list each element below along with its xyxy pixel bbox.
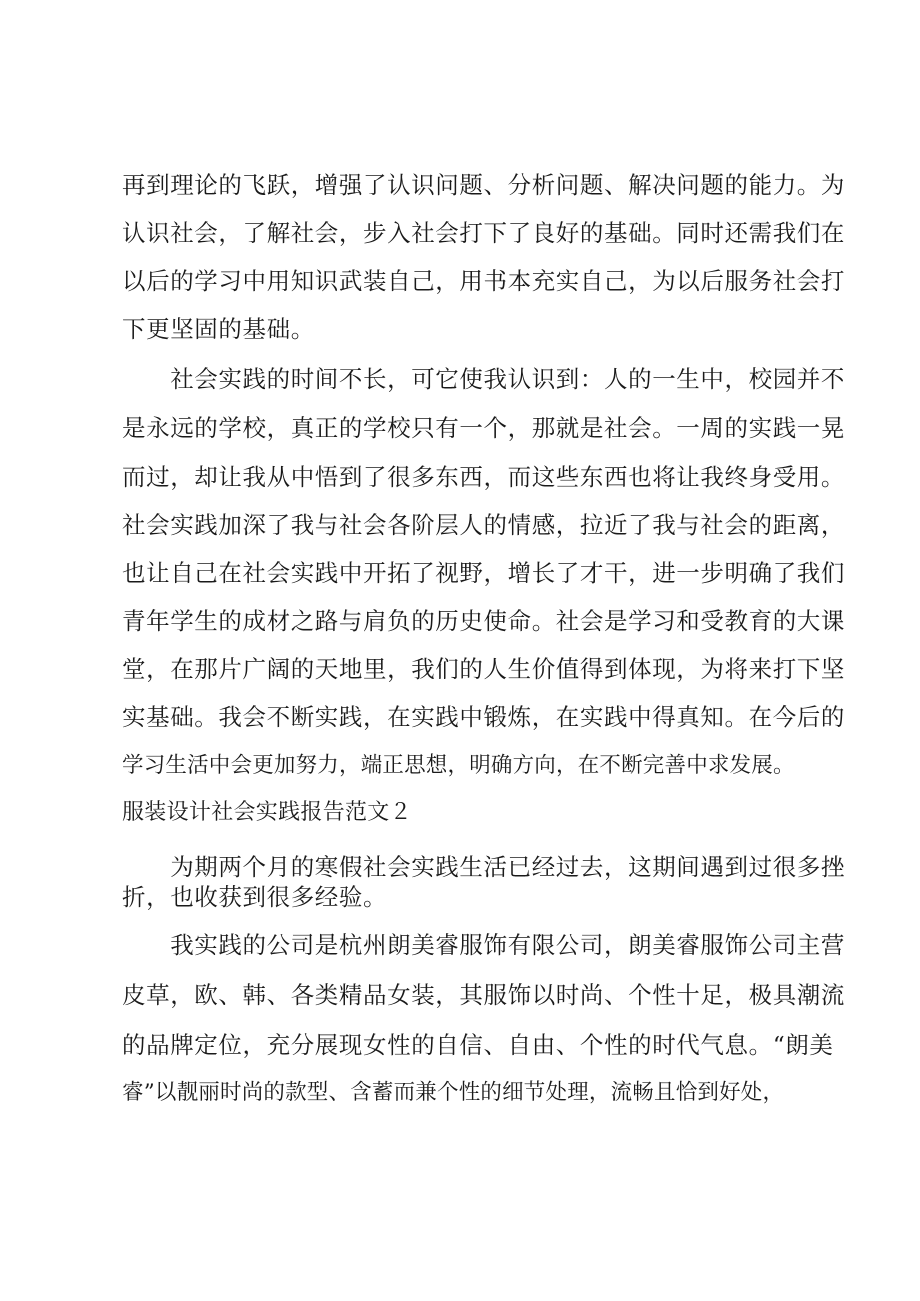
paragraph-2-line-6: 青年学生的成材之路与肩负的历史使命。社会是学习和受教育的大课 (122, 607, 845, 635)
paragraph-2-line-8: 实基础。我会不断实践，在实践中锻炼，在实践中得真知。在今后的 (122, 703, 845, 731)
paragraph-2-line-1: 社会实践的时间不长，可它使我认识到：人的一生中，校园并不 (122, 365, 845, 393)
paragraph-4-line-2: 皮草，欧、韩、各类精品女装，其服饰以时尚、个性十足，极具潮流 (122, 981, 845, 1009)
paragraph-3-line-1: 为期两个月的寒假社会实践生活已经过去，这期间遇到过很多挫 (122, 853, 845, 881)
paragraph-2-line-9: 学习生活中会更加努力，端正思想，明确方向，在不断完善中求发展。 (122, 753, 795, 778)
section-heading: 服装设计社会实践报告范文２ (122, 800, 412, 825)
paragraph-1-line-1: 再到理论的飞跃，增强了认识问题、分析问题、解决问题的能力。为 (122, 171, 845, 199)
paragraph-4-line-1: 我实践的公司是杭州朗美睿服饰有限公司，朗美睿服饰公司主营 (122, 931, 845, 959)
paragraph-4-line-3: 的品牌定位，充分展现女性的自信、自由、个性的时代气息。“朗美 (122, 1031, 834, 1059)
paragraph-2-line-5: 也让自己在社会实践中开拓了视野，增长了才干，进一步明确了我们 (122, 559, 845, 587)
paragraph-2-line-3: 而过，却让我从中悟到了很多东西，而这些东西也将让我终身受用。 (122, 463, 845, 491)
paragraph-1-line-2: 认识社会，了解社会，步入社会打下了良好的基础。同时还需我们在 (122, 219, 845, 247)
paragraph-2-line-2: 是永远的学校，真正的学校只有一个，那就是社会。一周的实践一晃 (122, 414, 845, 442)
paragraph-1-line-3: 以后的学习中用知识武装自己，用书本充实自己，为以后服务社会打 (122, 267, 845, 295)
paragraph-2-line-7: 堂，在那片广阔的天地里，我们的人生价值得到体现，为将来打下坚 (122, 655, 845, 683)
paragraph-2-line-4: 社会实践加深了我与社会各阶层人的情感，拉近了我与社会的距离， (122, 511, 845, 539)
paragraph-3-line-2: 折，也收获到很多经验。 (122, 883, 388, 911)
paragraph-4-line-4: 睿”以靓丽时尚的款型、含蓄而兼个性的细节处理，流畅且恰到好处， (122, 1080, 785, 1105)
paragraph-1-line-4: 下更坚固的基础。 (122, 315, 315, 343)
